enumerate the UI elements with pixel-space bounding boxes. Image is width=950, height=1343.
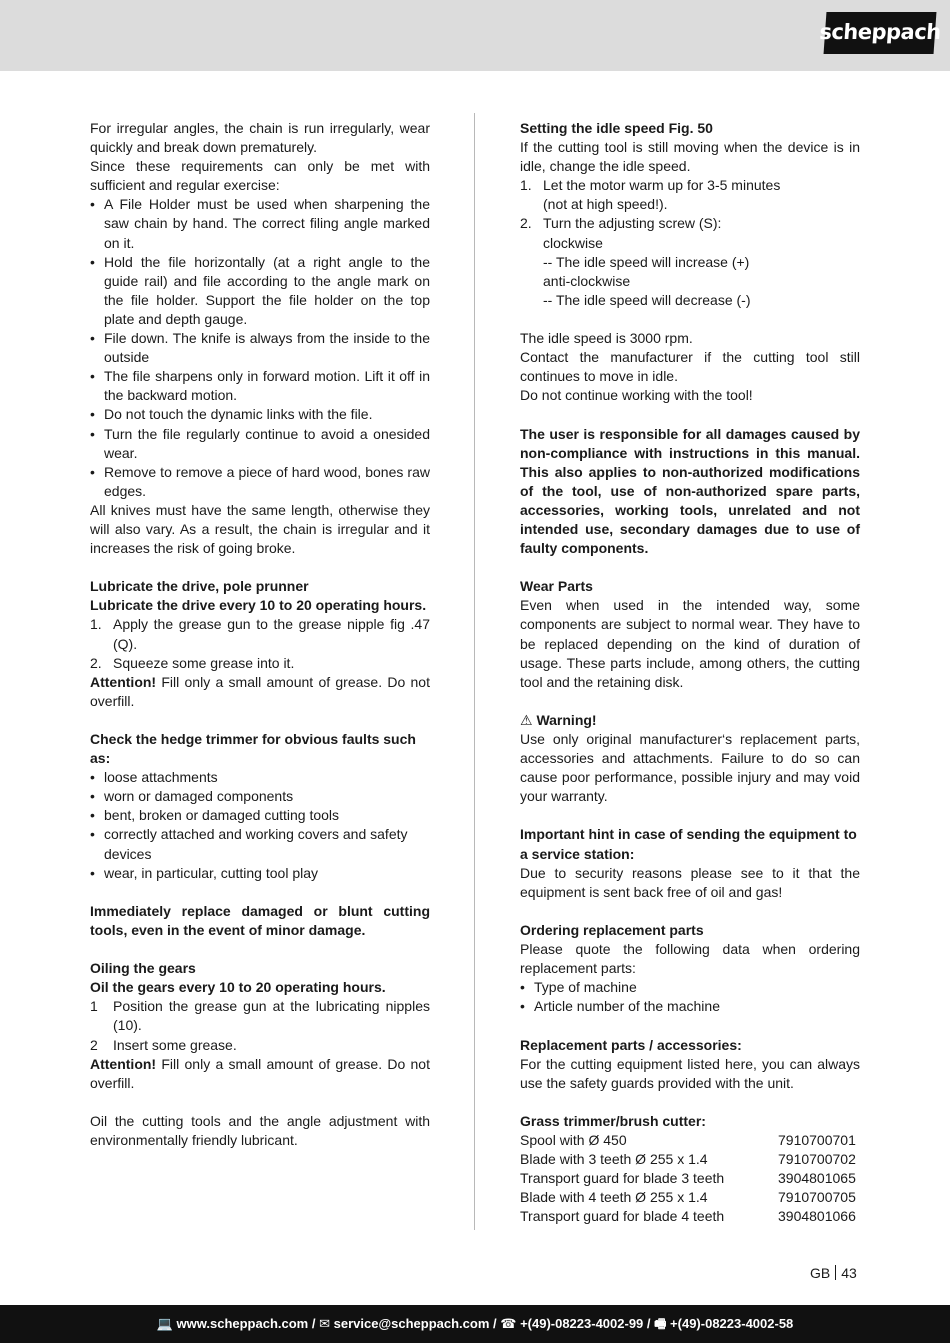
list-item: • loose attachments (90, 769, 218, 786)
footer-phone: +(49)-08223-4002-99 / (520, 1316, 651, 1332)
replace-warning: Immediately replace damaged or blunt cutting tools, even in the event of minor damage. (90, 902, 430, 938)
idle-contact: Contact the manufacturer if the cutting tool still continues to move in idle. (520, 349, 860, 385)
idle-step-2: 2. Turn the adjusting screw (S): clockwise -- The idle speed will increase (+) anti-clockwise -- The idle speed will decrease (-) (520, 215, 751, 308)
list-item: • worn or damaged components (90, 788, 294, 805)
list-item: • wear, in particular, cutting tool play (90, 864, 319, 881)
footer-bar (0, 1305, 950, 1343)
list-item: • bent, broken or damaged cutting tools (90, 807, 340, 824)
intro-text-1: For irregular angles, the chain is run irregularly, wear quickly and break down prematurely. (90, 120, 430, 156)
phone-icon: ☎ (500, 1316, 517, 1332)
service-hint-text: Due to security reasons please see to it that the equipment is sent back free of oil and gas! (520, 864, 860, 900)
header-bar (0, 0, 950, 71)
knives-note: All knives must have the same length, otherwise they will also vary. As a result, the chain is irregular and it increases the risk of going broke. (90, 501, 430, 557)
list-item: • The file sharpens only in forward motion. Lift it off in the backward motion. (90, 368, 430, 404)
table-row: Transport guard for blade 3 teeth 3904801065 (520, 1170, 856, 1187)
accessories-text: For the cutting equipment listed here, you can always use the safety guards provided with the unit. (520, 1055, 860, 1091)
accessories-heading: Replacement parts / accessories: (520, 1036, 742, 1053)
idle-step-1: 1. Let the motor warm up for 3-5 minutes (not at high speed!). (520, 177, 781, 213)
warning-heading: ⚠ Warning! (520, 711, 597, 728)
table-row: Spool with Ø 450 7910700701 (520, 1131, 856, 1148)
page-number-divider (835, 1265, 836, 1280)
brand-logo: scheppach (824, 12, 937, 54)
warning-text: Use only original manufacturer‘s replacement parts, accessories and attachments. Failure to do so can cause poor performance, possible injury and may void your warranty. (520, 731, 860, 805)
table-row: Transport guard for blade 4 teeth 3904801066 (520, 1208, 856, 1225)
check-bullet-list (90, 768, 430, 883)
table-row: Blade with 3 teeth Ø 255 x 1.4 7910700702 (520, 1151, 856, 1168)
wear-parts-heading: Wear Parts (520, 578, 593, 595)
left-column (90, 119, 430, 1150)
list-item: 2. Squeeze some grease into it. (90, 654, 295, 671)
list-item: 1. Apply the grease gun to the grease nipple fig .47 (Q). (90, 616, 430, 652)
list-item: • File down. The knife is always from the inside to the outside (90, 330, 430, 366)
footer-web-link[interactable]: www.scheppach.com / (176, 1316, 316, 1332)
footer-fax: +(49)-08223-4002-58 (670, 1316, 794, 1332)
list-item: • correctly attached and working covers and safety devices (90, 826, 408, 862)
ordering-text: Please quote the following data when ordering replacement parts: (520, 941, 860, 977)
column-divider (474, 113, 475, 1230)
parts-table (520, 1131, 860, 1226)
grass-trimmer-heading: Grass trimmer/brush cutter: (520, 1112, 706, 1129)
lubricate-subheading: Lubricate the drive every 10 to 20 operating hours. (90, 597, 427, 614)
page-language: GB (810, 1265, 831, 1281)
oiling-heading: Oiling the gears (90, 960, 196, 977)
ordering-heading: Ordering replacement parts (520, 921, 704, 938)
mail-icon: ✉ (319, 1316, 330, 1332)
fax-icon: 🖷 (654, 1316, 667, 1332)
list-item: • Article number of the machine (520, 998, 720, 1015)
list-item: • Do not touch the dynamic links with the file. (90, 406, 373, 423)
page-number-value: 43 (841, 1265, 857, 1281)
intro-text-2: Since these requirements can only be met with sufficient and regular exercise: (90, 158, 430, 194)
lubricate-attention: Attention! Fill only a small amount of grease. Do not overfill. (90, 673, 430, 709)
sharpen-bullet-list (90, 195, 430, 501)
table-row: Blade with 4 teeth Ø 255 x 1.4 7910700705 (520, 1189, 856, 1206)
list-item: • Remove to remove a piece of hard wood, bones raw edges. (90, 463, 430, 499)
oiling-subheading: Oil the gears every 10 to 20 operating hours. (90, 979, 386, 996)
closing-text: Oil the cutting tools and the angle adjustment with environmentally friendly lubricant. (90, 1112, 430, 1148)
list-item: • Type of machine (520, 979, 637, 996)
list-item: 1 Position the grease gun at the lubricating nipples (10). (90, 998, 430, 1034)
page-number (810, 1264, 857, 1283)
list-item: 2 Insert some grease. (90, 1036, 237, 1053)
idle-intro: If the cutting tool is still moving when the device is in idle, change the idle speed. (520, 139, 860, 175)
service-hint-heading: Important hint in case of sending the equipment to a service station: (520, 826, 857, 862)
footer-email-link[interactable]: service@scheppach.com / (333, 1316, 497, 1332)
list-item: • Hold the file horizontally (at a right angle to the guide rail) and file according to the angle mark on the file holder. Support the file holder on the top plate and depth gauge. (90, 253, 430, 327)
warning-triangle-icon: ⚠ (520, 711, 533, 728)
lubricate-heading: Lubricate the drive, pole prunner (90, 578, 309, 595)
ordering-bullet-list (520, 978, 860, 1016)
check-heading: Check the hedge trimmer for obvious faults such as: (90, 731, 416, 767)
right-column (520, 119, 860, 1226)
oiling-steps (90, 997, 430, 1054)
list-item: • A File Holder must be used when sharpening the saw chain by hand. The correct filing angle marked on it. (90, 196, 430, 251)
lubricate-steps (90, 615, 430, 672)
wear-parts-text: Even when used in the intended way, some components are subject to normal wear. They have to be replaced depending on the kind of duration of usage. These parts include, among others, the cutting tool and the retaining disk. (520, 597, 860, 690)
idle-stop: Do not continue working with the tool! (520, 387, 753, 404)
list-item: • Turn the file regularly continue to avoid a onesided wear. (90, 425, 430, 461)
responsibility-notice: The user is responsible for all damages caused by non-compliance with instructions in this manual. This also applies to non-authorized modifications of the tool, use of non-authorized spare parts, accessories, working tools, unrelated and not intended use, secondary damages due to use of faulty components. (520, 425, 860, 557)
computer-icon: 💻 (156, 1316, 173, 1332)
oiling-attention: Attention! Fill only a small amount of grease. Do not overfill. (90, 1055, 430, 1091)
idle-rpm: The idle speed is 3000 rpm. (520, 330, 693, 347)
idle-heading: Setting the idle speed Fig. 50 (520, 120, 713, 136)
